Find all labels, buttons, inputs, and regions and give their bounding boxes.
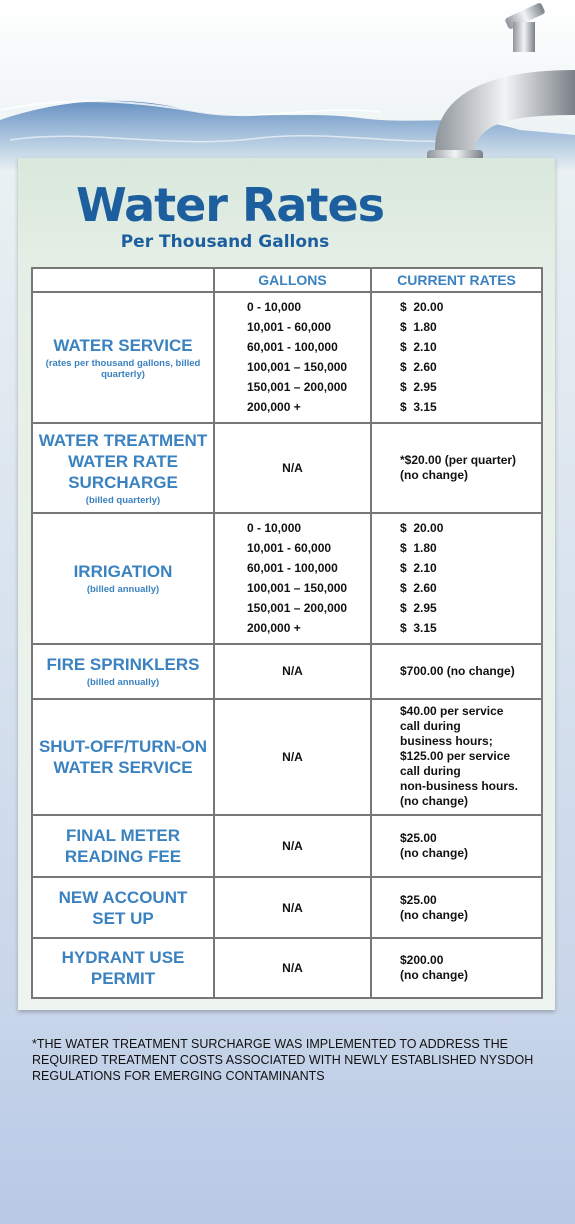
table-header-row (32, 268, 542, 292)
gallon-tier: 200,000 + (247, 400, 301, 415)
rate-cell (371, 938, 542, 998)
gallon-tier: 200,000 + (247, 621, 301, 636)
row-label (32, 815, 214, 877)
rate-value: $ 3.15 (400, 400, 437, 415)
rate-value: $ 20.00 (400, 300, 444, 315)
row-title: WATER SERVICE (53, 757, 193, 777)
row-title: HYDRANT USE (61, 947, 185, 967)
gallon-tier: 10,001 - 60,000 (247, 320, 332, 335)
rate-line: (no change) (400, 794, 468, 809)
page-title: Water Rates (75, 178, 385, 232)
rate-note: (no change) (400, 967, 468, 982)
row-title: NEW ACCOUNT (58, 887, 188, 907)
gallon-tier: 150,001 – 200,000 (247, 601, 348, 616)
row-label (32, 513, 214, 644)
gallons-cell (214, 513, 371, 644)
row-title: PERMIT (90, 968, 156, 988)
rate-value: $25.00 (400, 892, 437, 907)
gallon-tier: 0 - 10,000 (247, 521, 302, 536)
rate-cell (371, 513, 542, 644)
table-row (32, 938, 542, 998)
table-row (32, 423, 542, 513)
rate-line: call during (400, 719, 461, 734)
rate-cell (371, 877, 542, 937)
table-row (32, 513, 542, 644)
table-row (32, 699, 542, 815)
rate-line: business hours; (400, 734, 493, 749)
header-blank (32, 268, 214, 292)
gallon-tier: 60,001 - 100,000 (247, 561, 338, 576)
header-current-rates: CURRENT RATES (371, 268, 542, 292)
rate-value: $ 1.80 (400, 541, 437, 556)
rate-value: $ 2.95 (400, 601, 437, 616)
rate-value: $700.00 (no change) (400, 663, 515, 678)
rate-value: $ 2.95 (400, 380, 437, 395)
gallon-tier: 150,001 – 200,000 (247, 380, 348, 395)
rate-value: $25.00 (400, 831, 437, 846)
row-title: FINAL METER (66, 826, 180, 846)
rates-table (31, 267, 543, 999)
rate-line: $125.00 per service (400, 749, 511, 764)
rate-cell (371, 423, 542, 513)
row-title: SET UP (92, 908, 154, 928)
row-label (32, 938, 214, 998)
gallon-tier: 10,001 - 60,000 (247, 541, 332, 556)
rate-value: $ 20.00 (400, 521, 444, 536)
row-label (32, 292, 214, 423)
rate-value: *$20.00 (per quarter) (400, 452, 517, 467)
gallon-tier: 100,001 – 150,000 (247, 581, 348, 596)
gallons-cell: N/A (214, 877, 371, 937)
row-subtitle: (billed annually) (86, 677, 160, 689)
rate-value: $ 1.80 (400, 320, 437, 335)
rate-cell (371, 644, 542, 699)
row-title: READING FEE (64, 847, 182, 867)
rate-value: $ 2.60 (400, 360, 437, 375)
table-row (32, 877, 542, 937)
rate-value: $ 2.10 (400, 561, 437, 576)
row-label (32, 877, 214, 937)
gallons-cell: N/A (214, 699, 371, 815)
rate-value: $ 2.60 (400, 581, 437, 596)
rate-line: call during (400, 764, 461, 779)
row-title: FIRE SPRINKLERS (46, 655, 200, 675)
rate-value: $ 2.10 (400, 340, 437, 355)
footnote: *THE WATER TREATMENT SURCHARGE WAS IMPLEMENTED TO ADDRESS THE REQUIRED TREATMENT COSTS ASSOCIATED WITH NEWLY ESTABLISHED NYSDOH REGULATIONS FOR EMERGING CONTAMINANTS (32, 1037, 534, 1083)
rate-cell (371, 292, 542, 423)
row-label (32, 699, 214, 815)
rate-note: (no change) (400, 846, 468, 861)
gallons-cell: N/A (214, 644, 371, 699)
row-title: SURCHARGE (68, 472, 178, 492)
rate-value: $200.00 (400, 952, 444, 967)
rate-note: (no change) (400, 467, 468, 482)
rate-value: $ 3.15 (400, 621, 437, 636)
row-subtitle: (rates per thousand gallons, billed quarterly) (45, 357, 201, 380)
gallons-cell (214, 292, 371, 423)
gallon-tier: 60,001 - 100,000 (247, 340, 338, 355)
rate-cell (371, 699, 542, 815)
rate-line: non-business hours. (400, 779, 519, 794)
gallon-tier: 0 - 10,000 (247, 300, 302, 315)
gallons-cell: N/A (214, 938, 371, 998)
header-gallons: GALLONS (214, 268, 371, 292)
row-title: IRRIGATION (73, 562, 173, 582)
row-subtitle: (billed annually) (86, 584, 160, 596)
table-row (32, 644, 542, 699)
table-row (32, 292, 542, 423)
rate-note: (no change) (400, 907, 468, 922)
row-subtitle: (billed quarterly) (85, 494, 161, 506)
page-subtitle: Per Thousand Gallons (120, 232, 330, 252)
row-title: WATER SERVICE (53, 335, 193, 355)
row-title: WATER RATE (68, 451, 178, 471)
gallons-cell: N/A (214, 423, 371, 513)
gallon-tier: 100,001 – 150,000 (247, 360, 348, 375)
table-row (32, 815, 542, 877)
row-label (32, 644, 214, 699)
rate-cell (371, 815, 542, 877)
row-title: SHUT-OFF/TURN-ON (38, 736, 208, 756)
row-title: WATER TREATMENT (38, 430, 208, 450)
row-label (32, 423, 214, 513)
rate-line: $40.00 per service (400, 704, 504, 719)
gallons-cell: N/A (214, 815, 371, 877)
